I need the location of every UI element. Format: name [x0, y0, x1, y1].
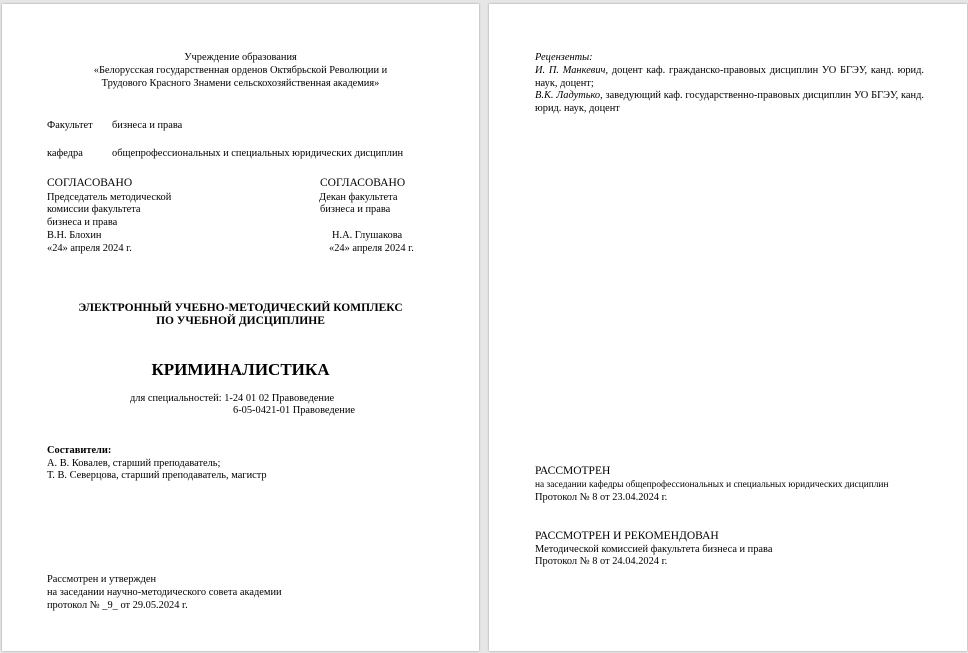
approval-right-line-1: Декан факультета	[319, 192, 398, 203]
faculty-label: Факультет	[47, 120, 93, 131]
specialty-line-2: 6-05-0421-01 Правоведение	[233, 405, 356, 416]
reviewed-line-1: на заседании кафедры общепрофессиональных и специальных юридических дисциплин	[535, 480, 889, 490]
faculty-value: бизнеса и права	[112, 120, 183, 131]
department-label: кафедра	[47, 148, 83, 159]
org-line-3: Трудового Красного Знамени сельскохозяйственная академия»	[101, 78, 380, 89]
approval-left-title: СОГЛАСОВАНО	[47, 177, 133, 189]
approval-right-title: СОГЛАСОВАНО	[320, 177, 406, 189]
recommended-line-2: Протокол № 8 от 24.04.2024 г.	[535, 556, 668, 567]
authors-heading: Составители:	[47, 445, 112, 456]
author-2: Т. В. Северцова, старший преподаватель, магистр	[47, 470, 267, 481]
approved-line-2: на заседании научно-методического совета академии	[47, 587, 282, 598]
reviewer-1	[535, 65, 924, 90]
document-page-2	[489, 4, 967, 651]
org-line-2: «Белорусская государственная орденов Октябрьской Революции и	[93, 65, 388, 76]
approval-left-line-1: Председатель методической	[47, 192, 172, 203]
recommended-line-1: Методической комиссией факультета бизнеса и права	[535, 544, 773, 555]
approval-right-line-2: бизнеса и права	[320, 204, 391, 215]
approval-left-name: В.Н. Блохин	[47, 230, 102, 241]
approval-right-name: Н.А. Глушакова	[332, 230, 403, 241]
org-line-1: Учреждение образования	[184, 52, 297, 63]
document-page-1	[2, 4, 479, 651]
recommended-title: РАССМОТРЕН И РЕКОМЕНДОВАН	[535, 530, 719, 542]
specialty-line-1: для специальностей: 1-24 01 02 Правоведение	[130, 393, 335, 404]
reviewer-2	[535, 90, 924, 115]
reviewer-2-name: В.К. Ладутько	[535, 90, 601, 101]
reviewed-title: РАССМОТРЕН	[535, 465, 611, 477]
document-type-line-1: ЭЛЕКТРОННЫЙ УЧЕБНО-МЕТОДИЧЕСКИЙ КОМПЛЕКС	[78, 302, 403, 314]
reviewer-1-name: И. П. Манкевич	[535, 65, 606, 76]
discipline-title: КРИМИНАЛИСТИКА	[151, 360, 330, 379]
approval-left-line-2: комиссии факультета	[47, 204, 141, 215]
reviewer-1-details: , доцент каф. гражданско-правовых дисциплин УО БГЭУ, канд. юрид. наук, доцент;	[535, 65, 924, 89]
reviewers-heading: Рецензенты:	[535, 52, 593, 63]
department-value: общепрофессиональных и специальных юридических дисциплин	[112, 148, 404, 159]
reviewer-2-details: , заведующий каф. государственно-правовых дисциплин УО БГЭУ, канд. юрид. наук, доцент	[535, 90, 924, 114]
approved-line-1: Рассмотрен и утвержден	[47, 574, 157, 585]
approval-left-date: «24» апреля 2024 г.	[47, 243, 132, 254]
author-1: А. В. Ковалев, старший преподаватель;	[47, 458, 221, 469]
approved-line-3: протокол № _9_ от 29.05.2024 г.	[47, 600, 188, 611]
approval-right-date: «24» апреля 2024 г.	[329, 243, 414, 254]
document-type-line-2: ПО УЧЕБНОЙ ДИСЦИПЛИНЕ	[156, 315, 325, 327]
approval-left-line-3: бизнеса и права	[47, 217, 118, 228]
reviewed-line-2: Протокол № 8 от 23.04.2024 г.	[535, 492, 668, 503]
